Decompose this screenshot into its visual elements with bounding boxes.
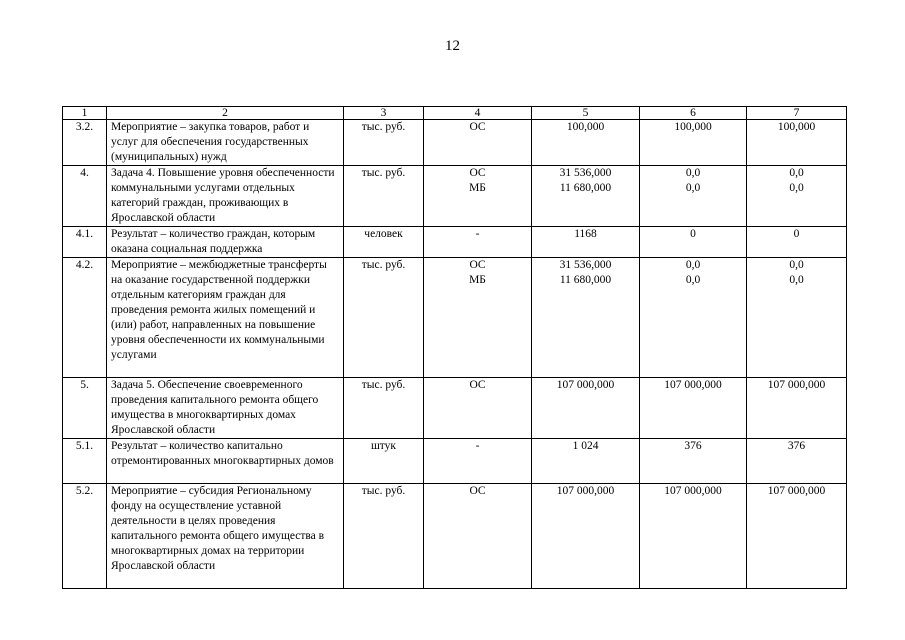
row-value-6-cell-line: 0,0 bbox=[685, 182, 701, 194]
table-row bbox=[63, 484, 847, 589]
row-source-cell bbox=[424, 484, 532, 589]
row-unit-cell: человек bbox=[344, 227, 424, 258]
row-value-5-cell bbox=[532, 166, 640, 227]
column-header-7: 7 bbox=[747, 107, 847, 120]
row-value-7-cell bbox=[747, 258, 847, 378]
row-source-cell-line: ОС bbox=[469, 485, 486, 497]
row-name-cell: Мероприятие – межбюджетные трансферты на оказание государственной поддержки отдельным категориям граждан для проведения ремонта жилых помещений и (или) работ, направленных на повышение уровня обеспеченности их коммунальными услугами bbox=[107, 258, 344, 378]
row-name-cell: Мероприятие – закупка товаров, работ и услуг для обеспечения государственных (муниципальных) нужд bbox=[107, 120, 344, 166]
row-value-6-cell-line: 0,0 bbox=[685, 259, 701, 271]
row-name-cell: Задача 4. Повышение уровня обеспеченности коммунальными услугами отдельных категорий граждан, проживающих в Ярославской области bbox=[107, 166, 344, 227]
row-number-cell: 5. bbox=[63, 378, 107, 439]
column-header-3: 3 bbox=[344, 107, 424, 120]
program-table bbox=[62, 106, 847, 589]
row-value-6-cell-line: 100,000 bbox=[674, 121, 712, 133]
row-value-7-cell bbox=[747, 439, 847, 484]
row-unit-cell: штук bbox=[344, 439, 424, 484]
row-value-6-cell-line: 107 000,000 bbox=[664, 485, 722, 497]
row-value-5-cell bbox=[532, 120, 640, 166]
row-value-7-cell bbox=[747, 227, 847, 258]
row-source-cell-line: МБ bbox=[469, 182, 486, 194]
row-value-5-cell bbox=[532, 439, 640, 484]
row-unit-cell: тыс. руб. bbox=[344, 166, 424, 227]
row-number-cell: 5.2. bbox=[63, 484, 107, 589]
header-row bbox=[63, 107, 847, 120]
row-value-5-cell bbox=[532, 378, 640, 439]
row-number-cell: 3.2. bbox=[63, 120, 107, 166]
row-name-cell: Задача 5. Обеспечение своевременного проведения капитального ремонта общего имущества в многоквартирных домах Ярославской области bbox=[107, 378, 344, 439]
row-value-7-cell-line: 0,0 bbox=[789, 274, 804, 286]
row-value-5-cell bbox=[532, 484, 640, 589]
page-number: 12 bbox=[445, 38, 460, 54]
row-value-5-cell bbox=[532, 258, 640, 378]
column-header-6: 6 bbox=[640, 107, 747, 120]
row-value-7-cell bbox=[747, 120, 847, 166]
row-number-cell: 5.1. bbox=[63, 439, 107, 484]
row-source-cell-line: - bbox=[475, 228, 480, 240]
row-value-6-cell-line: 0,0 bbox=[685, 167, 701, 179]
column-header-4: 4 bbox=[424, 107, 532, 120]
row-number-cell: 4.1. bbox=[63, 227, 107, 258]
row-value-7-cell-line: 107 000,000 bbox=[767, 379, 826, 391]
row-value-6-cell bbox=[640, 258, 747, 378]
row-value-6-cell bbox=[640, 378, 747, 439]
row-name-cell: Мероприятие – субсидия Региональному фонду на осуществление уставной деятельности в целях проведения капитального ремонта общего имущества в многоквартирных домах на территории Ярославской области bbox=[107, 484, 344, 589]
row-value-5-cell-line: 1168 bbox=[574, 228, 597, 240]
row-source-cell-line: ОС bbox=[469, 379, 486, 391]
row-source-cell bbox=[424, 439, 532, 484]
row-unit-cell: тыс. руб. bbox=[344, 378, 424, 439]
row-value-5-cell-line: 100,000 bbox=[566, 121, 605, 133]
row-value-7-cell-line: 376 bbox=[787, 440, 806, 452]
row-value-5-cell-line: 11 680,000 bbox=[559, 274, 612, 286]
row-source-cell-line: ОС bbox=[469, 259, 486, 271]
column-header-5: 5 bbox=[532, 107, 640, 120]
table-row bbox=[63, 439, 847, 484]
row-source-cell bbox=[424, 166, 532, 227]
row-value-7-cell-line: 0 bbox=[793, 228, 800, 240]
row-number-cell: 4. bbox=[63, 166, 107, 227]
table-body bbox=[63, 120, 847, 589]
column-header-1: 1 bbox=[63, 107, 107, 120]
table-row bbox=[63, 227, 847, 258]
row-value-5-cell-line: 1 024 bbox=[572, 440, 599, 452]
row-value-6-cell bbox=[640, 484, 747, 589]
row-value-6-cell bbox=[640, 439, 747, 484]
row-name-cell: Результат – количество граждан, которым оказана социальная поддержка bbox=[107, 227, 344, 258]
row-source-cell bbox=[424, 378, 532, 439]
row-value-5-cell-line: 107 000,000 bbox=[556, 485, 615, 497]
row-value-6-cell bbox=[640, 166, 747, 227]
row-value-7-cell-line: 0,0 bbox=[789, 182, 804, 194]
row-source-cell bbox=[424, 258, 532, 378]
row-unit-cell: тыс. руб. bbox=[344, 484, 424, 589]
row-value-6-cell-line: 0 bbox=[690, 228, 696, 240]
row-value-5-cell-line: 107 000,000 bbox=[556, 379, 615, 391]
column-header-2: 2 bbox=[107, 107, 344, 120]
row-source-cell-line: ОС bbox=[469, 167, 486, 179]
row-unit-cell: тыс. руб. bbox=[344, 258, 424, 378]
row-value-6-cell-line: 376 bbox=[684, 440, 702, 452]
row-value-5-cell-line: 31 536,000 bbox=[559, 259, 612, 271]
row-source-cell bbox=[424, 120, 532, 166]
table-row bbox=[63, 120, 847, 166]
row-value-5-cell-line: 11 680,000 bbox=[559, 182, 612, 194]
row-source-cell-line: МБ bbox=[469, 274, 486, 286]
row-unit-cell: тыс. руб. bbox=[344, 120, 424, 166]
row-value-7-cell-line: 107 000,000 bbox=[767, 485, 826, 497]
row-value-5-cell bbox=[532, 227, 640, 258]
row-value-6-cell bbox=[640, 120, 747, 166]
row-value-7-cell-line: 0,0 bbox=[789, 167, 804, 179]
row-value-5-cell-line: 31 536,000 bbox=[559, 167, 612, 179]
row-value-7-cell-line: 100,000 bbox=[777, 121, 816, 133]
table-row bbox=[63, 166, 847, 227]
row-name-cell: Результат – количество капитально отремонтированных многоквартирных домов bbox=[107, 439, 344, 484]
row-value-7-cell bbox=[747, 484, 847, 589]
row-value-6-cell bbox=[640, 227, 747, 258]
row-value-6-cell-line: 107 000,000 bbox=[664, 379, 722, 391]
row-value-6-cell-line: 0,0 bbox=[685, 274, 701, 286]
row-source-cell-line: ОС bbox=[469, 121, 486, 133]
table-row bbox=[63, 378, 847, 439]
row-value-7-cell bbox=[747, 166, 847, 227]
row-number-cell: 4.2. bbox=[63, 258, 107, 378]
row-source-cell bbox=[424, 227, 532, 258]
row-source-cell-line: - bbox=[475, 440, 480, 452]
row-value-7-cell bbox=[747, 378, 847, 439]
row-value-7-cell-line: 0,0 bbox=[789, 259, 804, 271]
table-row bbox=[63, 258, 847, 378]
